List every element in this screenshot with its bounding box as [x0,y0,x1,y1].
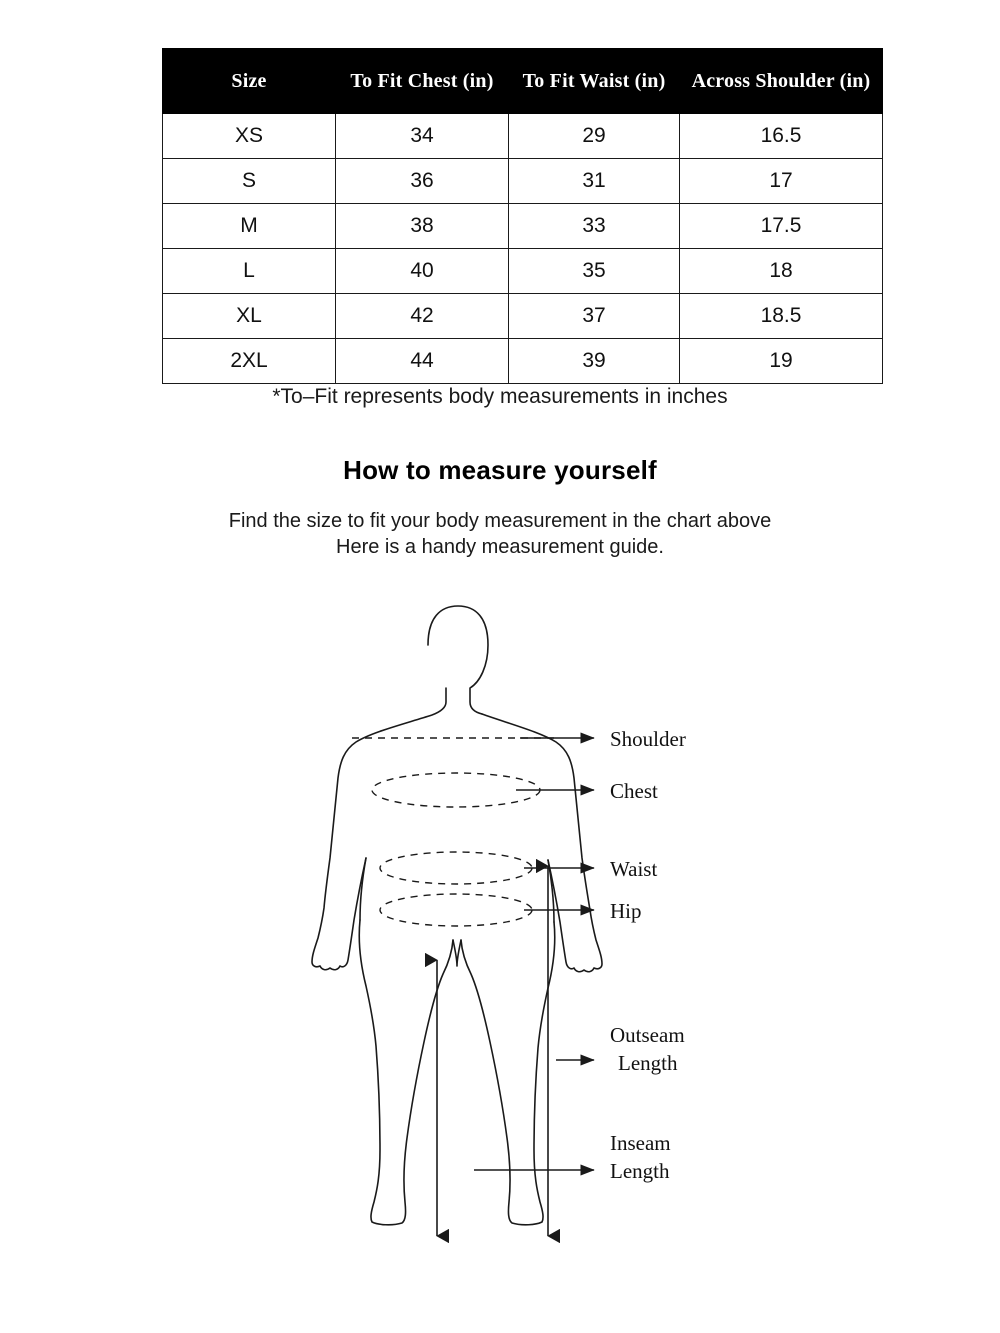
column-header-waist: To Fit Waist (in) [509,49,680,114]
table-header-row [163,49,883,114]
cell-shoulder: 17 [680,159,883,204]
cell-size: 2XL [163,339,336,384]
table-row [163,159,883,204]
chest-measure-ellipse [372,773,540,807]
cell-waist: 37 [509,294,680,339]
to-fit-note: *To–Fit represents body measurements in inches [272,385,728,408]
hip-measure-ellipse [380,894,532,926]
cell-shoulder: 19 [680,339,883,384]
table-row [163,204,883,249]
subtext-line-1: Find the size to fit your body measurement in the chart above [228,510,772,532]
cell-waist: 39 [509,339,680,384]
cell-waist: 33 [509,204,680,249]
label-waist: Waist [610,857,658,881]
label-chest: Chest [610,779,658,803]
label-inseam-line2: Length [610,1159,670,1183]
cell-chest: 42 [336,294,509,339]
table-row [163,114,883,159]
cell-chest: 40 [336,249,509,294]
cell-waist: 35 [509,249,680,294]
table-header [163,49,883,114]
how-to-measure-heading: How to measure yourself [343,455,657,485]
table-row [163,294,883,339]
cell-shoulder: 17.5 [680,204,883,249]
table-body [163,114,883,384]
label-inseam-line1: Inseam [610,1131,671,1155]
cell-waist: 29 [509,114,680,159]
measurement-diagram [0,590,1000,1270]
cell-size: L [163,249,336,294]
subtext-line-2: Here is a handy measurement guide. [336,536,664,558]
cell-size: XL [163,294,336,339]
cell-shoulder: 18.5 [680,294,883,339]
cell-chest: 44 [336,339,509,384]
cell-shoulder: 18 [680,249,883,294]
size-chart-table-container [162,48,871,384]
label-outseam-line2: Length [618,1051,678,1075]
table-row [163,249,883,294]
table-row [163,339,883,384]
waist-measure-ellipse [380,852,532,884]
cell-chest: 34 [336,114,509,159]
label-shoulder: Shoulder [610,727,686,751]
cell-chest: 38 [336,204,509,249]
column-header-shoulder: Across Shoulder (in) [680,49,883,114]
cell-shoulder: 16.5 [680,114,883,159]
label-hip: Hip [610,899,642,923]
cell-size: XS [163,114,336,159]
cell-size: S [163,159,336,204]
column-header-size: Size [163,49,336,114]
body-outline-icon [312,606,602,1225]
cell-chest: 36 [336,159,509,204]
size-chart-table [162,48,883,384]
how-to-measure-subtext [0,508,1000,560]
cell-waist: 31 [509,159,680,204]
column-header-chest: To Fit Chest (in) [336,49,509,114]
label-outseam-line1: Outseam [610,1023,685,1047]
cell-size: M [163,204,336,249]
